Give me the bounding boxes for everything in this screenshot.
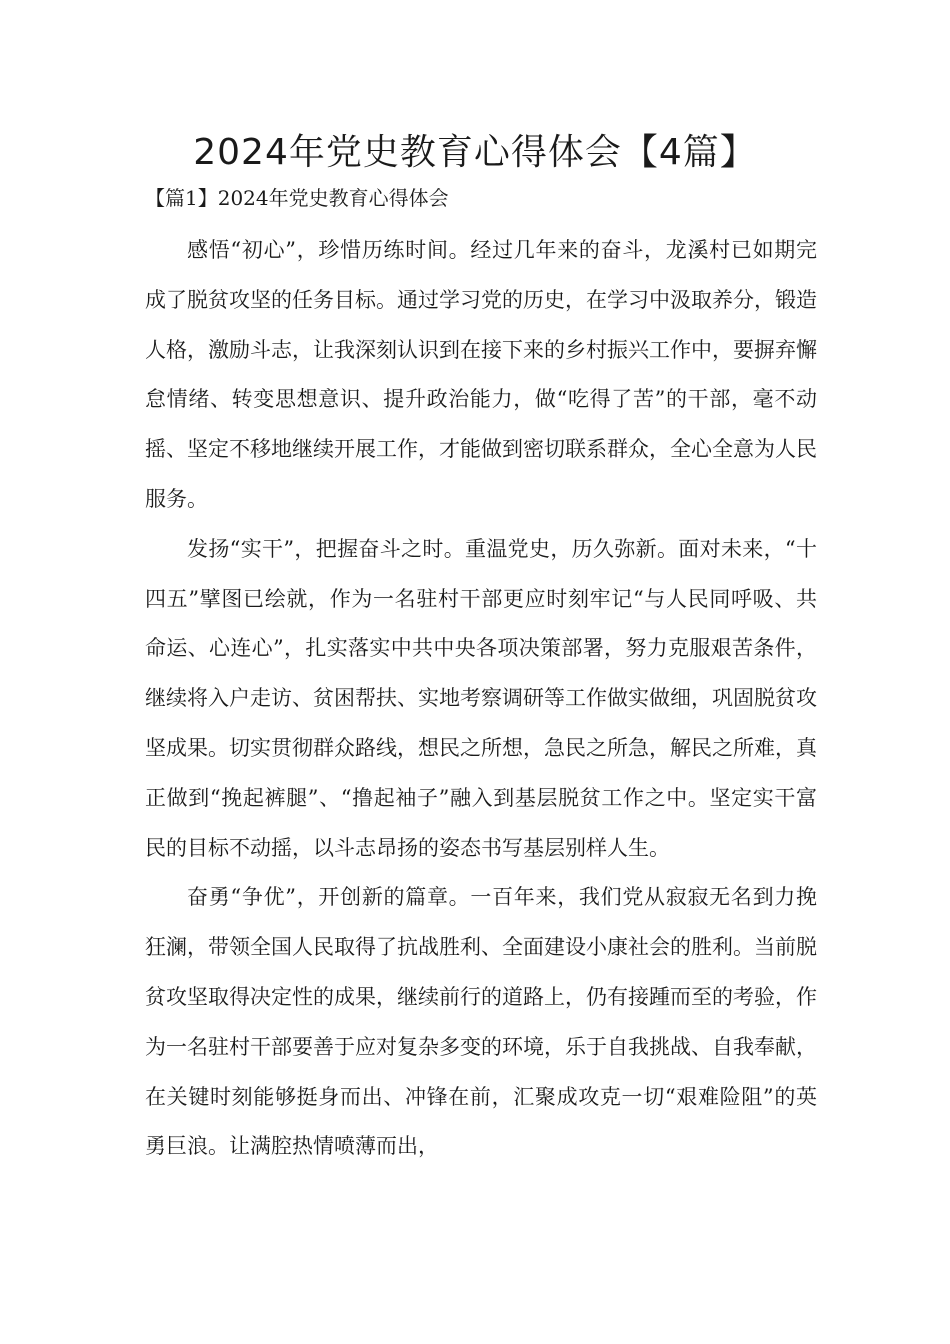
section-heading: 【篇1】2024年党史教育心得体会 [145,186,449,210]
paragraph: 奋勇“争优”，开创新的篇章。一百年来，我们党从寂寂无名到力挽狂澜，带领全国人民取得了抗战胜利、全面建设小康社会的胜利。当前脱贫攻坚取得决定性的成果，继续前行的道路上，仍有接踵而至的考验，作为一名驻村干部要善于应对复杂多变的环境，乐于自我挑战、自我奉献，在关键时刻能够挺身而出、冲锋在前，汇聚成攻克一切“艰难险阻”的英勇巨浪。让满腔热情喷薄而出， [145,885,817,1159]
paragraph: 感悟“初心”，珍惜历练时间。经过几年来的奋斗，龙溪村已如期完成了脱贫攻坚的任务目标。通过学习党的历史，在学习中汲取养分，锻造人格，激励斗志，让我深刻认识到在接下来的乡村振兴工作中，要摒弃懈怠情绪、转变思想意识、提升政治能力，做“吃得了苦”的干部，毫不动摇、坚定不移地继续开展工作，才能做到密切联系群众，全心全意为人民服务。 [145,238,817,511]
document-title: 2024年党史教育心得体会【4篇】 [193,132,757,173]
paragraph: 发扬“实干”，把握奋斗之时。重温党史，历久弥新。面对未来，“十四五”擘图已绘就，作为一名驻村干部更应时刻牢记“与人民同呼吸、共命运、心连心”，扎实落实中共中央各项决策部署，努力克服艰苦条件，继续将入户走访、贫困帮扶、实地考察调研等工作做实做细，巩固脱贫攻坚成果。切实贯彻群众路线，想民之所想，急民之所急，解民之所难，真正做到“挽起裤腿”、“撸起袖子”融入到基层脱贫工作之中。坚定实干富民的目标不动摇，以斗志昂扬的姿态书写基层别样人生。 [145,536,817,860]
document-body [145,226,817,1172]
